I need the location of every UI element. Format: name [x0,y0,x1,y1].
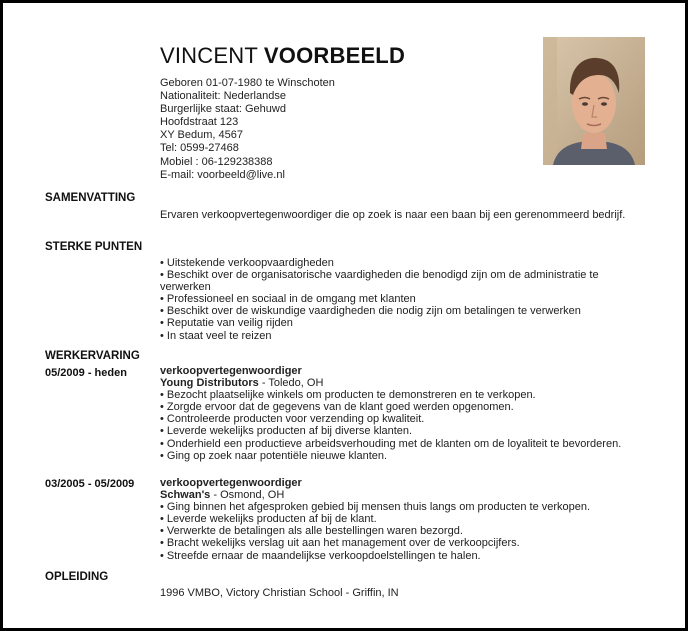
section-title-strengths: STERKE PUNTEN [45,241,143,253]
contact-birth: Geboren 01-07-1980 te Winschoten [160,77,335,89]
section-title-education: OPLEIDING [45,571,109,583]
list-item: • Reputatie van veilig rijden [160,317,293,330]
job-company: Schwan's [160,489,211,502]
list-item: • Streefde ernaar de maandelijkse verkoopdoelstellingen te halen. [160,549,481,562]
job-company: Young Distributors [160,377,259,390]
candidate-name [160,43,405,69]
job-entry [160,365,640,462]
contact-email: E-mail: voorbeeld@live.nl [160,168,285,181]
contact-nationality: Nationaliteit: Nederlandse [160,90,286,103]
job-entry [160,477,640,562]
contact-details [160,77,335,182]
education-text: 1996 VMBO, Victory Christian School - Griffin, IN [160,587,399,599]
contact-street: Hoofdstraat 123 [160,116,239,129]
list-item: • Zorgde ervoor dat de gegevens van de klant goed werden opgenomen. [160,401,514,414]
list-item: • Ging op zoek naar potentiële nieuwe klanten. [160,449,388,462]
list-item: • Onderhield een productieve arbeidsverhouding met de klanten om de loyaliteit te bevorderen. [160,437,622,450]
last-name: VOORBEELD [263,43,406,68]
first-name: VINCENT [160,43,258,68]
contact-phone: Tel: 0599-27468 [160,142,239,155]
list-item: • Uitstekende verkoopvaardigheden [160,257,334,269]
list-item: • Controleerde producten voor verzending op kwaliteit. [160,413,425,426]
job-location: - Toledo, OH [258,377,324,390]
job-title: verkoopvertegenwoordiger [160,365,302,377]
list-item: • Professioneel en sociaal in de omgang met klanten [160,293,416,306]
job-duties-list [160,389,640,462]
list-item: • Leverde wekelijks producten af bij de klant. [160,513,377,526]
contact-mobile: Mobiel : 06-129238388 [160,155,273,168]
job-duties-list [160,501,640,561]
contact-marital-status: Burgerlijke staat: Gehuwd [160,103,286,116]
section-title-summary: SAMENVATTING [45,192,136,204]
list-item: • Verwerkte de betalingen als alle bestellingen waren bezorgd. [160,525,463,538]
list-item: • Leverde wekelijks producten af bij diverse klanten. [160,425,413,438]
list-item: • Beschikt over de wiskundige vaardigheden die nodig zijn om betalingen te verwerken [160,305,581,318]
job-dates: 03/2005 - 05/2009 [45,478,135,490]
list-item: • Bezocht plaatselijke winkels om producten te demonstreren en te verkopen. [160,389,536,402]
list-item: • Bracht wekelijks verslag uit aan het management over de verkoopcijfers. [160,537,520,550]
list-item: • Beschikt over de organisatorische vaardigheden die benodigd zijn om de administratie te verwerken [160,269,599,294]
profile-photo [543,37,645,165]
strengths-list [160,257,640,342]
section-title-experience: WERKERVARING [45,350,140,362]
contact-city: XY Bedum, 4567 [160,129,243,142]
job-location: - Osmond, OH [210,489,285,502]
list-item: • Ging binnen het afgesproken gebied bij mensen thuis langs om producten te verkopen. [160,501,591,514]
job-title: verkoopvertegenwoordiger [160,477,302,489]
summary-text: Ervaren verkoopvertegenwoordiger die op zoek is naar een baan bij een gerenommeerd bedrijf. [160,209,626,221]
list-item: • In staat veel te reizen [160,329,272,342]
job-dates: 05/2009 - heden [45,367,127,379]
